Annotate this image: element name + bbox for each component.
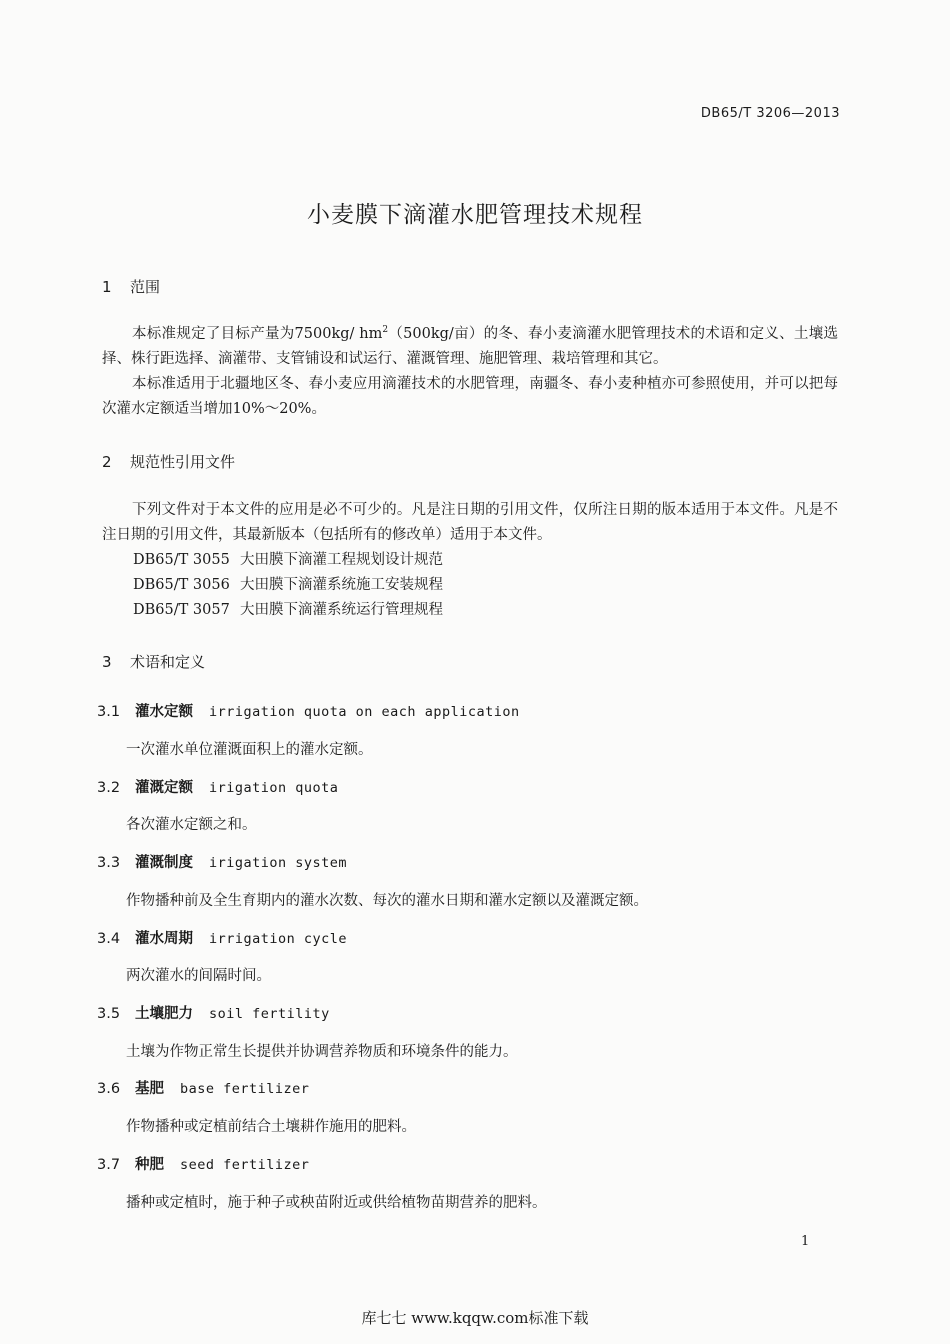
term-heading: 3.7 种肥 seed fertilizer bbox=[97, 1157, 310, 1173]
footer-watermark: 库七七 www.kqqw.com标准下载 bbox=[361, 1309, 589, 1327]
term-definition: 各次灌水定额之和。 bbox=[126, 817, 257, 833]
term-heading: 3.2 灌溉定额 irigation quota bbox=[97, 780, 339, 796]
term-heading: 3.5 土壤肥力 soil fertility bbox=[97, 1006, 330, 1022]
term-definition: 作物播种或定植前结合土壤耕作施用的肥料。 bbox=[126, 1119, 416, 1135]
section-1-heading bbox=[102, 276, 160, 297]
reference-item: DB65/T 3057 大田膜下滴灌系统运行管理规程 bbox=[133, 602, 443, 618]
references-intro: 下列文件对于本文件的应用是必不可少的。凡是注日期的引用文件，仅所注日期的版本适用于本文件。凡是不注日期的引用文件，其最新版本（包括所有的修改单）适用于本文件。 bbox=[102, 502, 838, 543]
term-definition: 一次灌水单位灌溉面积上的灌水定额。 bbox=[126, 742, 373, 758]
section-title: 范围 bbox=[130, 278, 161, 296]
term-heading: 3.6 基肥 base fertilizer bbox=[97, 1081, 310, 1097]
term-heading: 3.4 灌水周期 irrigation cycle bbox=[97, 931, 348, 947]
term-definition: 两次灌水的间隔时间。 bbox=[126, 968, 271, 984]
term-heading: 3.3 灌溉制度 irigation system bbox=[97, 855, 348, 871]
section-title: 术语和定义 bbox=[130, 653, 206, 671]
section-title: 规范性引用文件 bbox=[130, 453, 236, 471]
page-number: 1 bbox=[801, 1234, 810, 1249]
term-definition: 播种或定植时，施于种子或秧苗附近或供给植物苗期营养的肥料。 bbox=[126, 1195, 547, 1211]
term-definition: 作物播种前及全生育期内的灌水次数、每次的灌水日期和灌水定额以及灌溉定额。 bbox=[126, 893, 648, 909]
section-2-heading bbox=[102, 451, 235, 472]
document-id: DB65/T 3206—2013 bbox=[700, 106, 840, 121]
section-3-heading bbox=[102, 651, 205, 672]
term-heading: 3.1 灌水定额 irrigation quota on each application bbox=[97, 704, 520, 720]
scope-paragraph-2: 本标准适用于北疆地区冬、春小麦应用滴灌技术的水肥管理，南疆冬、春小麦种植亦可参照使用，并可以把每次灌水定额适当增加10%～20%。 bbox=[102, 376, 838, 417]
scope-paragraph-1: 本标准规定了目标产量为7500kg/ $hm^2(500kg/$亩）的冬、春小麦滴灌水肥管理技术的术语和定义、土壤选择、株行距选择、滴灌带、支管铺设和试运行、灌溉管理、施肥管理、栽培管理和其它。 bbox=[102, 325, 838, 367]
section-number: 1 bbox=[102, 278, 112, 296]
reference-item: DB65/T 3056 大田膜下滴灌系统施工安装规程 bbox=[133, 577, 443, 593]
reference-item: DB65/T 3055 大田膜下滴灌工程规划设计规范 bbox=[133, 552, 443, 568]
section-number: 3 bbox=[102, 653, 112, 671]
section-number: 2 bbox=[102, 453, 112, 471]
term-definition: 土壤为作物正常生长提供并协调营养物质和环境条件的能力。 bbox=[126, 1044, 518, 1060]
page-title: 小麦膜下滴灌水肥管理技术规程 bbox=[307, 202, 643, 228]
